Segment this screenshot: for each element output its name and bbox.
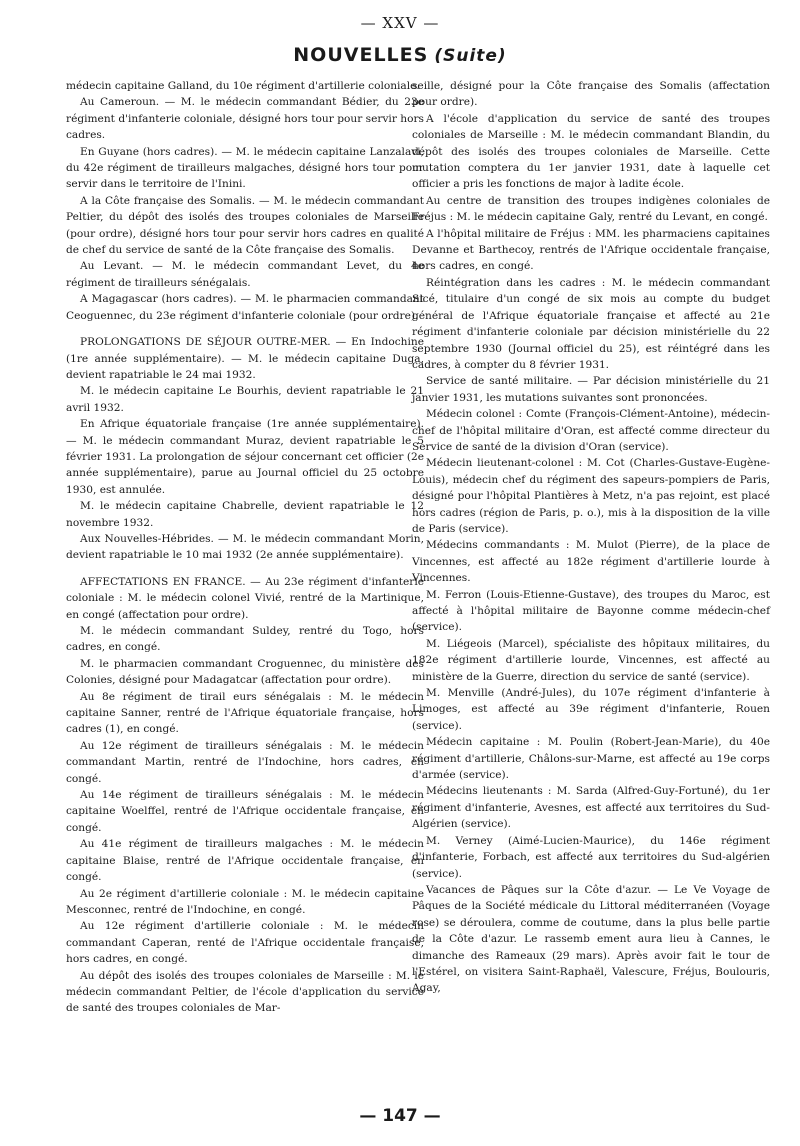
paragraph: Médecin capitaine : M. Poulin (Robert-Jean-Marie), du 40e régiment d'artillerie, Châlons-sur-Marne, est affecté au 19e corps d'armée (service). (412, 736, 770, 782)
paragraph: Au 8e régiment de tirail eurs sénégalais : M. le médecin capitaine Sanner, rentré de l'Afrique équatoriale française, hors cadres (1), en congé. (66, 690, 424, 736)
paragraph: M. Ferron (Louis-Etienne-Gustave), des troupes du Maroc, est affecté à l'hôpital militaire de Bayonne comme médecin-chef (service). (412, 588, 770, 634)
paragraph: En Afrique équatoriale française (1re année supplémentaire). — M. le médecin commandant Muraz, devient rapatriable le 5 février 1931. La prolongation de séjour concernant cet officier (2e année supplémentaire), parue au Journal officiel du 25 octobre 1930, est annulée. (66, 418, 424, 496)
right-column (412, 78, 770, 997)
paragraph: M. Liégeois (Marcel), spécialiste des hôpitaux militaires, du 182e régiment d'artillerie lourde, Vincennes, est affecté au ministère de la Guerre, direction du service de santé (service). (412, 637, 770, 683)
paragraph: Au dépôt des isolés des troupes coloniales de Marseille : M. le médecin commandant Peltier, de l'école d'application du service de santé des troupes coloniales de Mar- (66, 969, 424, 1015)
paragraph: Aux Nouvelles-Hébrides. — M. le médecin commandant Morin, devient rapatriable le 10 mai 1932 (2e année supplémentaire). (66, 532, 424, 562)
paragraph: A la Côte française des Somalis. — M. le médecin commandant Peltier, du dépôt des isolés des troupes coloniales de Marseille (pour ordre), désigné hors tour pour servir hors cadres en qualité de chef du service de santé de la Côte française des Somalis. (66, 194, 424, 257)
paragraph: A l'école d'application du service de santé des troupes coloniales de Marseille : M. le médecin commandant Blandin, du dépôt des isolés des troupes coloniales de Marseille. Cette mutation comptera du 1er janvier 1931, date à laquelle cet officier a pris les fonctions de major à ladite école. (412, 112, 770, 191)
paragraph: Vacances de Pâques sur la Côte d'azur. — Le Ve Voyage de Pâques de la Société médicale du Littoral méditerranéen (Voyage rose) se déroulera, comme de coutume, dans la plus belle partie de la Côte d'azur. Le rassemb ement aura lieu à Cannes, le dimanche des Rameaux (29 mars). Après avoir fait le tour de l'Estérel, on visitera Saint-Raphaël, Valescure, Fréjus, Boulouris, Agay, (412, 883, 770, 995)
paragraph: A Magagascar (hors cadres). — M. le pharmacien commandant Ceoguennec, du 23e régiment d'infanterie coloniale (pour ordre). (66, 293, 424, 322)
section-title: NOUVELLES (293, 44, 429, 66)
paragraph: Au centre de transition des troupes indigènes coloniales de Fréjus : M. le médecin capitaine Galy, rentré du Levant, en congé. (412, 194, 770, 224)
paragraph: M. Verney (Aimé-Lucien-Maurice), du 146e régiment d'infanterie, Forbach, est affecté aux territoires du Sud-algérien (service). (412, 834, 770, 880)
paragraph: Au 12e régiment d'artillerie coloniale : M. le médecin commandant Caperan, renté de l'Afrique occidentale française, hors cadres, en congé. (66, 920, 424, 966)
paragraph: M. Menville (André-Jules), du 107e régiment d'infanterie à Limoges, est affecté au 39e régiment d'infanterie, Rouen (service). (412, 687, 770, 732)
paragraph: M. le médecin capitaine Le Bourhis, devient rapatriable le 21 avril 1932. (66, 385, 424, 414)
paragraph: En Guyane (hors cadres). — M. le médecin capitaine Lanzalavi, du 42e régiment de tirailleurs malgaches, désigné hors tour pour servir dans le territoire de l'Inini. (66, 145, 424, 191)
section-subtitle: (Suite) (434, 46, 507, 66)
paragraph: médecin capitaine Galland, du 10e régiment d'artillerie coloniale. (66, 80, 420, 92)
paragraph: Au 41e régiment de tirailleurs malgaches : M. le médecin capitaine Blaise, rentré de l'Afrique occidentale française, en congé. (66, 838, 424, 884)
paragraph: M. le médecin commandant Suldey, rentré du Togo, hors cadres, en congé. (66, 625, 424, 654)
paragraph: A l'hôpital militaire de Fréjus : MM. les pharmaciens capitaines Devanne et Barthecoy, rentrés de l'Afrique occidentale française, hors cadres, en congé. (412, 227, 770, 273)
paragraph: PROLONGATIONS DE SÉJOUR OUTRE-MER. — En Indochine (1re année supplémentaire). — M. le médecin capitaine Duga, devient rapatriable le 24 mai 1932. (66, 336, 424, 381)
left-column (66, 78, 424, 1017)
paragraph: Service de santé militaire. — Par décision ministérielle du 21 janvier 1931, les mutations suivantes sont prononcées. (412, 375, 770, 404)
paragraph: Au 12e régiment de tirailleurs sénégalais : M. le médecin commandant Martin, rentré de l'Indochine, hors cadres, en congé. (66, 739, 424, 785)
paragraph: Réintégration dans les cadres : M. le médecin commandant Sicé, titulaire d'un congé de six mois au compte du budget général de l'Afrique équatoriale française et affecté au 21e régiment d'infanterie coloniale par décision ministérielle du 22 septembre 1930 (Journal officiel du 25), est réintégré dans les cadres, à compter du 8 février 1931. (412, 276, 770, 371)
roman-page-number: — XXV — (360, 14, 440, 32)
page-number: — 147 — (359, 1106, 441, 1126)
paragraph: Médecins commandants : M. Mulot (Pierre), de la place de Vincennes, est affecté au 182e régiment d'artillerie lourde à Vincennes. (412, 539, 770, 585)
paragraph: Au 14e régiment de tirailleurs sénégalais : M. le médecin capitaine Woelffel, rentré de l'Afrique occidentale française, en congé. (66, 789, 424, 834)
paragraph: Médecin colonel : Comte (François-Clément-Antoine), médecin-chef de l'hôpital militaire d'Oran, est affecté comme directeur du Service de santé de la division d'Oran (service). (412, 408, 770, 453)
paragraph: Au Cameroun. — M. le médecin commandant Bédier, du 23e régiment d'infanterie coloniale, désigné hors tour pour servir hors cadres. (66, 96, 424, 142)
paragraph: seille, désigné pour la Côte française des Somalis (affectation pour ordre). (412, 80, 770, 109)
paragraph: AFFECTATIONS EN FRANCE. — Au 23e régiment d'infanterie coloniale : M. le médecin colonel Vivié, rentré de la Martinique, en congé (affectation pour ordre). (66, 575, 424, 621)
paragraph: Médecin lieutenant-colonel : M. Cot (Charles-Gustave-Eugène-Louis), médecin chef du régiment des sapeurs-pompiers de Paris, désigné pour l'hôpital Plantières à Metz, n'a pas rejoint, est placé hors cadres (région de Paris, p. o.), mis à la disposition de la ville de Paris (service). (412, 457, 770, 535)
paragraph: Au Levant. — M. le médecin commandant Levet, du 4e régiment de tirailleurs sénégalais. (66, 260, 424, 289)
paragraph: Au 2e régiment d'artillerie coloniale : M. le médecin capitaine Mesconnec, rentré de l'Indochine, en congé. (66, 887, 424, 916)
paragraph: Médecins lieutenants : M. Sarda (Alfred-Guy-Fortuné), du 1er régiment d'infanterie, Avesnes, est affecté aux territoires du Sud-Algérien (service). (412, 785, 770, 831)
paragraph: M. le médecin capitaine Chabrelle, devient rapatriable le 12 novembre 1932. (66, 500, 424, 529)
paragraph: M. le pharmacien commandant Croguennec, du ministère des Colonies, désigné pour Madagatcar (affectation pour ordre). (66, 657, 424, 687)
section-heading (0, 44, 800, 66)
